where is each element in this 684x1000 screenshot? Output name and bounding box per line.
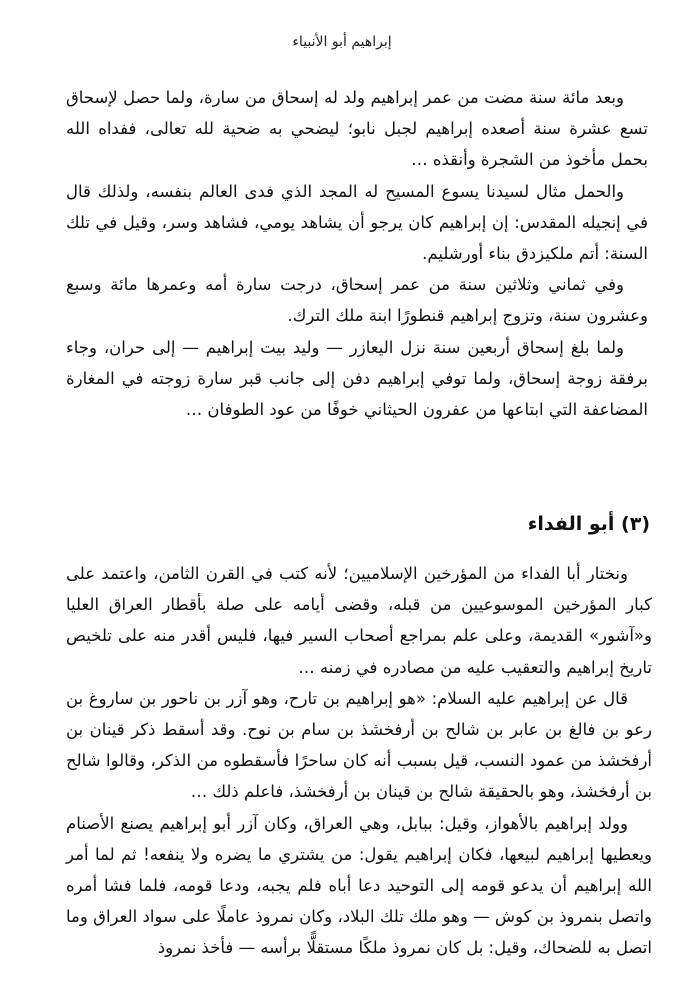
paragraph: قال عن إبراهيم عليه السلام: «هو إبراهيم بن تارح، وهو آزر بن ناحور بن ساروغ بن رعو بن فالغ بن عابر بن شالح بن أرفخشذ بن سام بن نوح. وقد أسقط ذكر قينان بن أرفخشذ من عمود النسب، قيل بسبب أنه كان ساحرًا فأسقطوه من الذكر، وقالوا شالح بن أرفخشذ، وهو بالحقيقة شالح بن قينان بن أرفخشذ، فاعلم ذلك … <box>66 688 652 802</box>
section-heading: (٣) أبو الفداء <box>527 513 650 535</box>
paragraph: وولد إبراهيم بالأهواز، وقيل: ببابل، وهي العراق، وكان آزر أبو إبراهيم يصنع الأصنام ويعطيها إبراهيم لبيعها، فكان إبراهيم يقول: من يشتري ما يضره ولا ينفعه! ثم لما أمر الله إبراهيم أن يدعو قومه إلى التوحيد دعا أباه فلم يجبه، ودعا قومه، فلما فشا أمره واتصل بنمروذ بن كوش — وهو ملك تلك البلاد، وكان نمروذ عاملًا على سواد العراق وما اتصل به للضحاك، وقيل: بل كان نمروذ ملكًا مستقلًّا برأسه — فأخذ نمروذ <box>66 813 652 958</box>
text-block-bottom <box>66 558 652 964</box>
paragraph: والحمل مثال لسيدنا يسوع المسيح له المجد الذي فدى العالم بنفسه، ولذلك قال في إنجيله المقدس: إن إبراهيم كان يرجو أن يشاهد يومي، فشاهد وسر، وقيل في تلك السنة: أتم ملكيزدق بناء أورشليم. <box>66 181 648 264</box>
running-header: إبراهيم أبو الأنبياء <box>292 34 392 50</box>
paragraph: وبعد مائة سنة مضت من عمر إبراهيم ولد له إسحاق من سارة، ولما حصل لإسحاق تسع عشرة سنة أصعده إبراهيم لجبل نابو؛ ليضحي به ضحية لله تعالى، ففداه الله بحمل مأخوذ من الشجرة وأنقذه … <box>66 88 648 170</box>
paragraph: ولما بلغ إسحاق أربعين سنة نزل اليعازر — وليد بيت إبراهيم — إلى حران، وجاء برفقة زوجة إسحاق، ولما توفي إبراهيم دفن إلى جانب قبر سارة زوجته في المغارة المضاعفة التي ابتاعها من عفرون الحيثاني خوفًا من عود الطوفان … <box>66 337 648 420</box>
text-block-top <box>66 82 648 425</box>
paragraph: ونختار أبا الفداء من المؤرخين الإسلاميين؛ لأنه كتب في القرن الثامن، واعتمد على كبار المؤرخين الموسوعيين من قبله، وقضى أيامه على صلة بأقطار العراق العليا و«آشور» القديمة، وعلى علم بمراجع أصحاب السير فيها، فليس أقدر منه على تلخيص تاريخ إبراهيم والتعقيب عليه من مصادره في زمنه … <box>66 564 652 677</box>
paragraph: وفي ثماني وثلاثين سنة من عمر إسحاق، درجت سارة أمه وعمرها مائة وسبع وعشرون سنة، وتزوج إبراهيم قنطورًا ابنة ملك الترك. <box>66 275 648 326</box>
